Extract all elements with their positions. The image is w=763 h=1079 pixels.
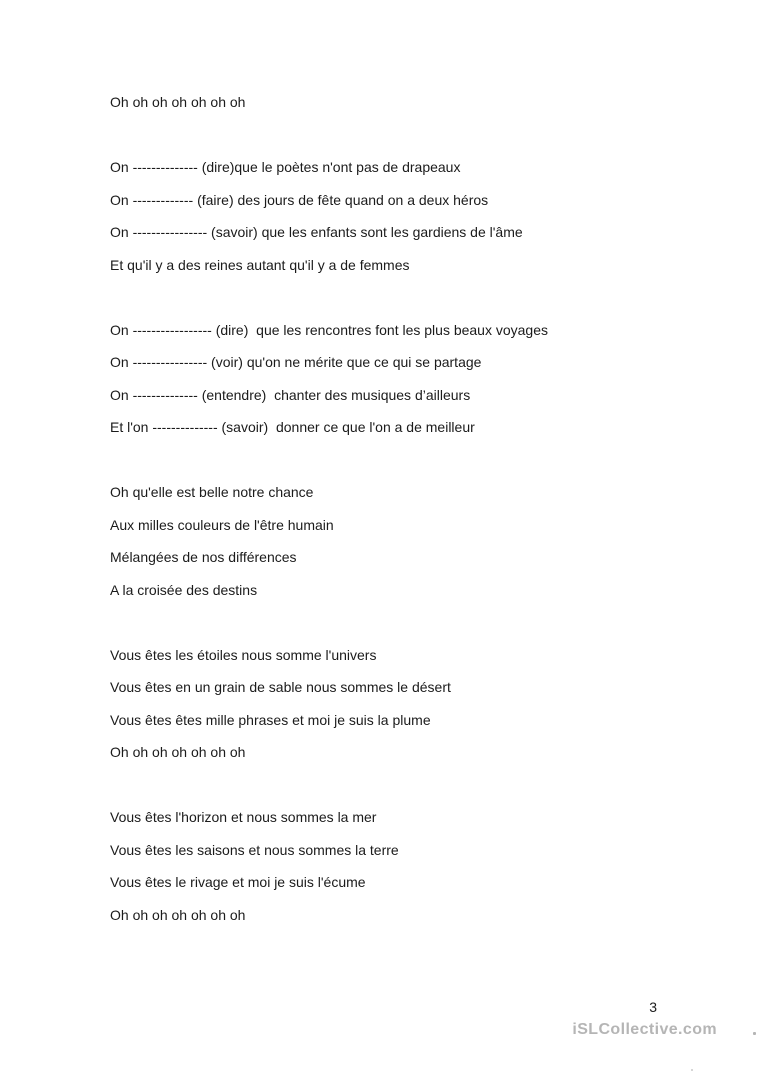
lyric-line: Oh qu'elle est belle notre chance	[110, 484, 314, 500]
lyric-line: Mélangées de nos différences	[110, 549, 297, 565]
stanza-1	[110, 86, 723, 119]
lyric-line: Vous êtes êtes mille phrases et moi je suis la plume	[110, 711, 431, 728]
islcollective-watermark: iSLCollective.com	[572, 1021, 717, 1038]
watermark-dot	[691, 1069, 693, 1071]
lyric-line: Vous êtes les saisons et nous sommes la terre	[110, 841, 399, 858]
lyric-line: Vous êtes le rivage et moi je suis l'écume	[110, 874, 366, 890]
page-number: 3	[649, 999, 657, 1015]
lyric-line: Oh oh oh oh oh oh oh	[110, 744, 246, 760]
lyric-line: A la croisée des destins	[110, 581, 258, 598]
lyric-line: Vous êtes l'horizon et nous sommes la mer	[110, 809, 377, 825]
lyric-line: Aux milles couleurs de l'être humain	[110, 516, 334, 533]
lyric-line: Vous êtes en un grain de sable nous sommes le désert	[110, 679, 451, 695]
lyric-line: On ---------------- (savoir) que les enfants sont les gardiens de l'âme	[110, 224, 523, 240]
lyric-line: On ---------------- (voir) qu'on ne mérite que ce qui se partage	[110, 354, 482, 370]
lyric-line: Oh oh oh oh oh oh oh	[110, 906, 246, 923]
lyric-line: On ----------------- (dire) que les rencontres font les plus beaux voyages	[110, 321, 549, 338]
lyrics-content	[110, 86, 723, 964]
stanza-5	[110, 639, 723, 769]
stanza-4	[110, 476, 723, 606]
stanza-6	[110, 801, 723, 931]
lyric-line: Vous êtes les étoiles nous somme l'univers	[110, 646, 377, 663]
lyric-line: On ------------- (faire) des jours de fête quand on a deux héros	[110, 191, 489, 208]
lyric-line: Oh oh oh oh oh oh oh	[110, 94, 246, 110]
stanza-3	[110, 314, 723, 444]
stanza-2	[110, 151, 723, 281]
lyric-line: Et qu'il y a des reines autant qu'il y a de femmes	[110, 256, 410, 273]
lyric-line: On -------------- (entendre) chanter des musiques d’ailleurs	[110, 386, 471, 403]
lyric-line: On -------------- (dire)que le poètes n'ont pas de drapeaux	[110, 159, 461, 175]
lyric-line: Et l'on -------------- (savoir) donner ce que l'on a de meilleur	[110, 419, 475, 435]
watermark-dot	[753, 1032, 756, 1035]
